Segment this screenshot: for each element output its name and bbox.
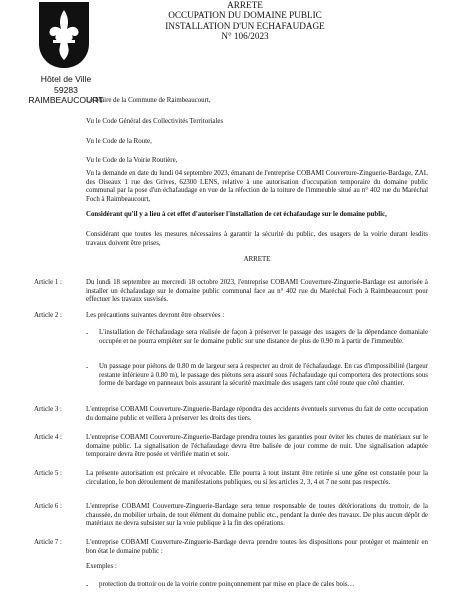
article-text: L'entreprise COBAMI Couverture-Zinguerie-Bardage prendra toutes les garanties pour éviter les chutes de matériaux sur le domaine public. La signalisation de l'échafaudage devra être balisée de jour comme de nuit. Une signalisation adaptée temporaire devra être posée et vérifiée matin et soir.: [86, 434, 428, 459]
article-text: L'entreprise COBAMI Couverture-Zinguerie-Bardage sera tenue responsable de toutes détériorations du trottoir, de la chaussée, du mobilier urbain, de tout élément du domaine public etc., pendant la durée des travaux. De plus aucun dépôt de matériaux ne devra subsister sur la voie publique à la fin des opérations.: [86, 503, 428, 528]
header-subject: INSTALLATION D'UN ECHAFAUDAGE: [165, 20, 325, 31]
article-label: Article 7 :: [34, 539, 62, 546]
coat-of-arms-logo: [39, 2, 89, 68]
article-text: L'entreprise COBAMI Couverture-Zinguerie-Bardage répondra des accidents éventuels survenus du fait de cette occupation du domaine public et veillera à préserver les droits des tiers.: [86, 406, 428, 422]
town-hall-postcode: 59283 RAIMBEAUCOURT: [28, 84, 104, 105]
article-label: Article 3 :: [34, 406, 62, 413]
fleur-de-lis-icon: [39, 2, 89, 68]
preamble-code-route: Vu le Code de la Route,: [86, 138, 152, 145]
arrete-heading: ARRETE: [243, 256, 271, 263]
header-number: N° 106/2023: [221, 31, 269, 42]
bullet-dash: -: [86, 363, 89, 371]
article-text: La présente autorisation est précaire et révocable. Elle pourra à tout instant être retirée si une gêne est constatée pour la circulation, le bon déroulement de manifestations publiques, ou si les articles 2, 3, 4 et 7 ne sont pas respectés.: [86, 470, 428, 486]
article-label: Article 1 :: [34, 279, 62, 286]
article-bullet: L'installation de l'échafaudage sera réalisée de façon à préserver le passage des usagers de la dépendance domaniale occupée et ne pourra empiéter sur le domaine public sur une distance de plus de 0.90 m à partir de l'immeuble.: [99, 329, 428, 345]
article-text: Du lundi 18 septembre au mercredi 18 octobre 2023, l'entreprise COBAMI Couverture-Zinguerie-Bardage est autorisée à installer un échafaudage sur le domaine public communal face au n° 402 rue du Maréchal Foch à Raimbeaucourt pour effectuer les travaux susvisés.: [86, 279, 428, 304]
preamble-considerant-1: Considérant qu'il y a lieu à cet effet d'autoriser l'installation de cet échafaudage sur le domaine public,: [86, 211, 387, 218]
article-label: Article 2 :: [34, 312, 62, 319]
examples-label: Exemples :: [86, 563, 117, 570]
town-hall-name: Hôtel de Ville: [40, 74, 92, 84]
header-subtitle: OCCUPATION DU DOMAINE PUBLIC: [168, 10, 322, 21]
header-title: ARRETE: [227, 0, 263, 10]
article-text: L'entreprise COBAMI Couverture-Zinguerie-Bardage devra prendre toutes les dispositions pour protéger et maintenir en bon état le domaine public :: [86, 539, 428, 555]
article-label: Article 5 :: [34, 470, 62, 477]
preamble-request: Vu la demande en date du lundi 04 septembre 2023, émanant de l'entreprise COBAMI Couverture-Zinguerie-Bardage, ZAL des Oiseaux 1 rue des Grives, 62300 LENS, relative à une autorisation d'occupation temporaire du domaine public communal par la pose d'un échafaudage en vue de la réfection de la toiture de l'immeuble situé au n° 402 rue du Maréchal Foch à Raimbeaucourt,: [86, 170, 428, 204]
preamble-code-cgct: Vu le Code Général des Collectivités Territoriales: [86, 118, 224, 125]
preamble-mayor: Le Maire de la Commune de Raimbeaucourt,: [86, 97, 211, 104]
article-bullet: Un passage pour piétons de 0.80 m de largeur sera à respecter au droit de l'échafaudage. En cas d'impossibilité (largeur restante inférieure à 0.80 m), le passage des piétons sera assuré sous l'échafaudage qui comportera des protections sous forme de bardage en panneaux bois assurant la sécurité maximale des usagers tant côté route que côté chantier.: [99, 363, 428, 388]
document-header: [150, 0, 340, 42]
article-label: Article 4 :: [34, 434, 62, 441]
bullet-dash: -: [86, 329, 89, 337]
article-bullet: protection du trottoir ou de la voirie contre poinçonnement par mise en place de cales bois…: [99, 581, 355, 588]
article-text: Les précautions suivantes devront être observées :: [86, 312, 225, 319]
preamble-code-voirie: Vu le Code de la Voirie Routière,: [86, 157, 178, 164]
preamble-considerant-2: Considérant que toutes les mesures nécessaires à garantir la sécurité du public, des usagers de la voirie durant lesdits travaux doivent être prises,: [86, 231, 428, 247]
article-label: Article 6 :: [34, 503, 62, 510]
bullet-dash: -: [86, 581, 89, 589]
